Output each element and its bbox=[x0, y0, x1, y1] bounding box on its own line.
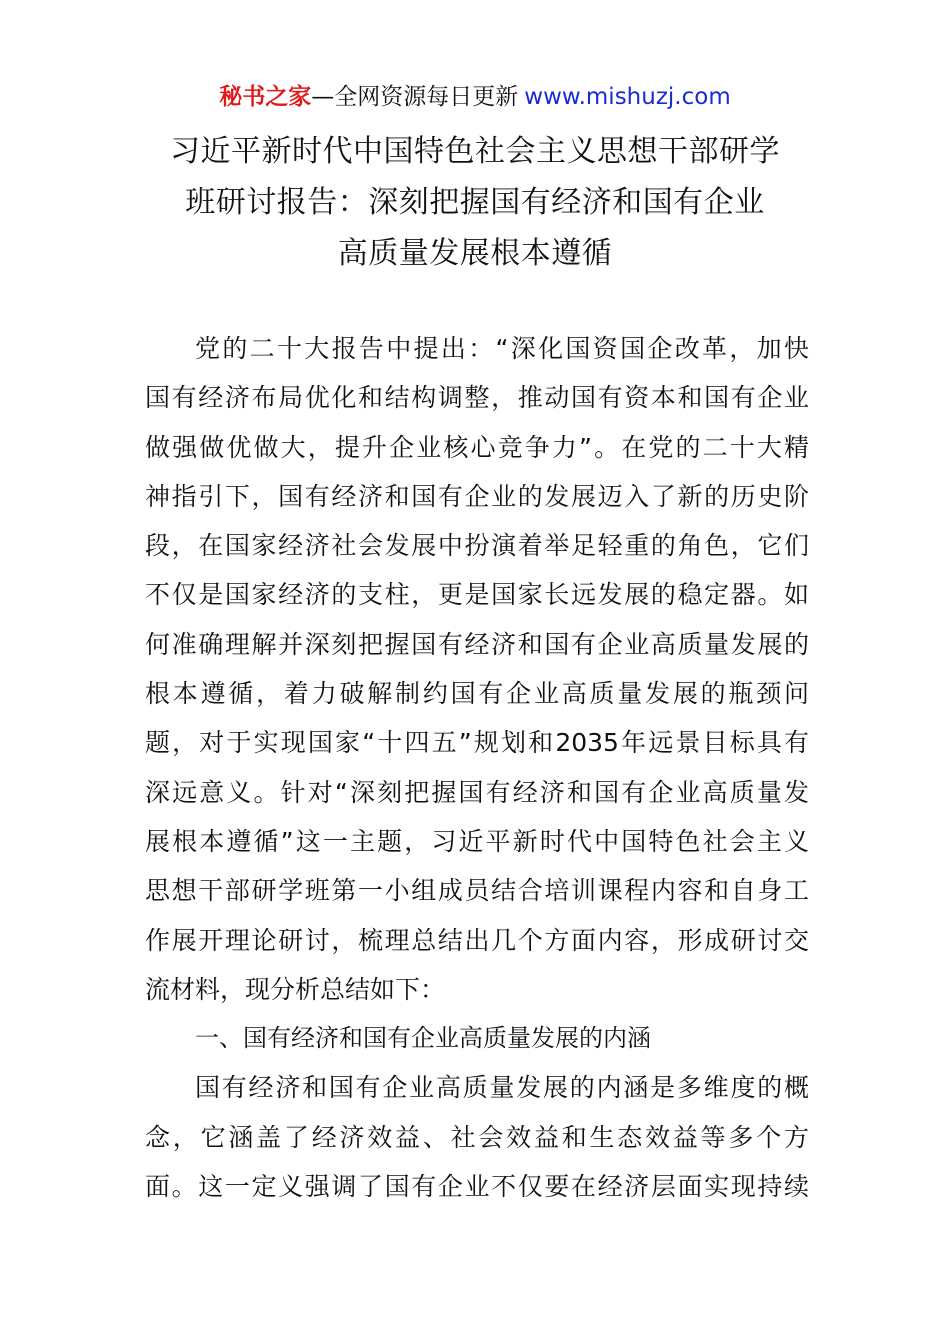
text-line: 面。这一定义强调了国有企业不仅要在经济层面实现持续 bbox=[145, 1172, 809, 1202]
document-body bbox=[145, 324, 809, 1211]
title-line: 高质量发展根本遵循 bbox=[337, 236, 613, 271]
text-line: 思想干部研学班第一小组成员结合培训课程内容和自身工 bbox=[145, 876, 809, 906]
document-title bbox=[120, 126, 830, 279]
text-line: 流材料，现分析总结如下： bbox=[145, 974, 446, 1004]
text-line: 作展开理论研讨，梳理总结出几个方面内容，形成研讨交 bbox=[145, 925, 809, 955]
text-line: 题，对于实现国家“十四五”规划和2035年远景目标具有 bbox=[145, 728, 809, 758]
text-line: 不仅是国家经济的支柱，更是国家长远发展的稳定器。如 bbox=[145, 580, 809, 610]
site-header bbox=[0, 80, 950, 114]
paragraph-intro bbox=[145, 324, 809, 1014]
section-heading: 一、国有经济和国有企业高质量发展的内涵 bbox=[195, 1024, 651, 1053]
site-name: 秘书之家 bbox=[219, 84, 312, 110]
text-line: 念，它涵盖了经济效益、社会效益和生态效益等多个方 bbox=[145, 1122, 809, 1152]
title-line: 习近平新时代中国特色社会主义思想干部研学 bbox=[170, 134, 780, 169]
text-line: 根本遵循，着力破解制约国有企业高质量发展的瓶颈问 bbox=[145, 679, 809, 709]
text-line: 展根本遵循”这一主题，习近平新时代中国特色社会主义 bbox=[145, 826, 809, 856]
text-line: 段，在国家经济社会发展中扮演着举足轻重的角色，它们 bbox=[145, 531, 809, 561]
text-line: 做强做优做大，提升企业核心竞争力”。在党的二十大精 bbox=[145, 432, 809, 462]
title-line: 班研讨报告：深刻把握国有经济和国有企业 bbox=[185, 185, 765, 220]
text-line: 党的二十大报告中提出：“深化国资国企改革，加快 bbox=[195, 334, 809, 363]
text-line: 何准确理解并深刻把握国有经济和国有企业高质量发展的 bbox=[145, 629, 809, 659]
site-url-link[interactable]: www.mishuzj.com bbox=[524, 84, 731, 110]
site-tagline: —全网资源每日更新 bbox=[311, 84, 519, 110]
text-line: 神指引下，国有经济和国有企业的发展迈入了新的历史阶 bbox=[145, 481, 809, 511]
text-line: 国有经济布局优化和结构调整，推动国有资本和国有企业 bbox=[145, 383, 809, 413]
text-line: 深远意义。针对“深刻把握国有经济和国有企业高质量发 bbox=[145, 777, 809, 807]
text-line: 国有经济和国有企业高质量发展的内涵是多维度的概 bbox=[195, 1073, 809, 1103]
paragraph-section1 bbox=[145, 1063, 809, 1211]
